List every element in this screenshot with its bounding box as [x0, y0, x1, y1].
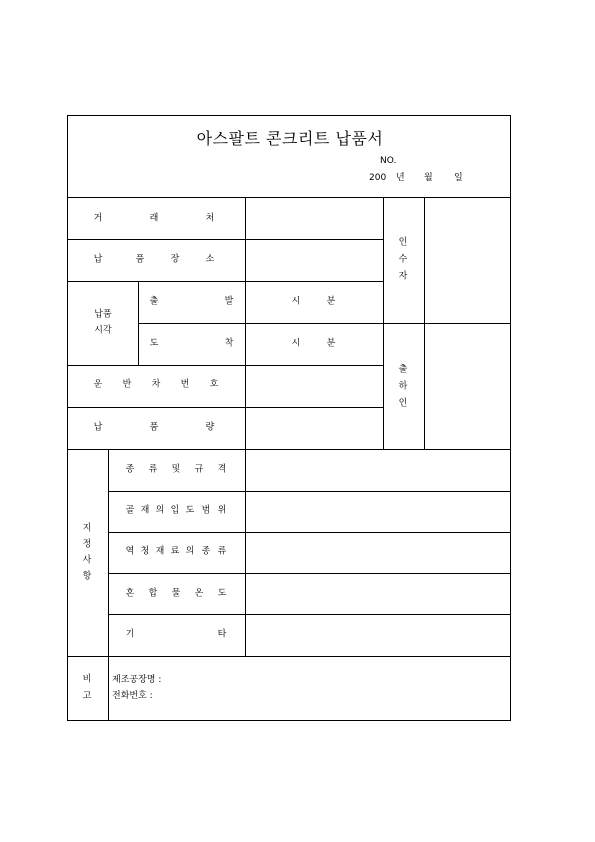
frame-right — [510, 115, 511, 721]
vehicle-number-input[interactable] — [246, 366, 382, 407]
label-char: 류 — [148, 464, 158, 475]
label-char: 납 — [93, 254, 103, 265]
label-char: 및 — [171, 464, 181, 475]
label-char: 합 — [148, 588, 158, 599]
label-char: 도 — [217, 588, 227, 599]
label-char: 물 — [171, 588, 181, 599]
label-char: 의 — [155, 505, 165, 516]
spec-bitumen-type-input[interactable] — [246, 533, 510, 573]
label-text: 시각 — [94, 325, 112, 336]
label-char: 호 — [209, 379, 219, 390]
label-char: 위 — [217, 505, 227, 516]
delivery-quantity-input[interactable] — [246, 408, 382, 449]
label-char: 량 — [205, 422, 215, 433]
label-char: 출 — [149, 296, 159, 307]
label-char: 종 — [125, 464, 135, 475]
label-char: 정 — [82, 539, 92, 550]
label-char: 품 — [149, 422, 159, 433]
frame-top — [67, 115, 511, 116]
label-char: 격 — [217, 464, 227, 475]
label-char: 비 — [82, 674, 92, 685]
label-char: 납 — [93, 422, 103, 433]
label-char: 처 — [205, 213, 215, 224]
departure-time-input[interactable] — [246, 282, 382, 323]
label-char: 운 — [93, 379, 103, 390]
label-char: 자 — [398, 271, 408, 282]
label-char: 재 — [155, 546, 165, 557]
label-char: 차 — [151, 379, 161, 390]
label-char: 하 — [398, 381, 408, 392]
remarks-input[interactable] — [180, 660, 500, 710]
label-char: 발 — [224, 296, 234, 307]
label-char: 고 — [82, 691, 92, 702]
date-month-unit: 월 — [424, 173, 433, 183]
label-char: 범 — [201, 505, 211, 516]
label-char: 류 — [217, 546, 227, 557]
arrival-time-input[interactable] — [246, 324, 382, 365]
label-char: 지 — [82, 523, 92, 534]
spec-type-grade-input[interactable] — [246, 450, 510, 491]
spec-aggregate-range-input[interactable] — [246, 492, 510, 532]
label-text: 납품 — [94, 309, 112, 320]
label-char: 혼 — [125, 588, 135, 599]
label-char: 래 — [149, 213, 159, 224]
label-char: 장 — [170, 254, 180, 265]
frame-bottom — [67, 720, 511, 721]
label-char: 도 — [185, 505, 195, 516]
label-char: 품 — [135, 254, 145, 265]
label-char: 사 — [82, 555, 92, 566]
label-char: 역 — [125, 546, 135, 557]
label-char: 청 — [140, 546, 150, 557]
label-char: 인 — [398, 237, 408, 248]
hour-label: 시 — [291, 338, 301, 349]
minute-label: 분 — [326, 338, 336, 349]
delivery-place-input[interactable] — [246, 240, 382, 281]
date-year: 200 — [369, 173, 387, 183]
label-char: 골 — [125, 505, 135, 516]
label-char: 수 — [398, 254, 408, 265]
shipper-signature-field[interactable] — [425, 324, 510, 449]
label-char: 인 — [398, 398, 408, 409]
doc-number-label: NO. — [380, 156, 397, 166]
minute-label: 분 — [326, 296, 336, 307]
col-sign-left — [383, 197, 384, 450]
date-day-unit: 일 — [454, 173, 463, 183]
spec-other-input[interactable] — [246, 615, 510, 656]
label-char: 출 — [398, 364, 408, 375]
document-title: 아스팔트 콘크리트 납품서 — [196, 129, 384, 148]
label-char: 도 — [149, 338, 159, 349]
label-char: 소 — [205, 254, 215, 265]
remarks-divider — [67, 656, 511, 657]
label-char: 규 — [194, 464, 204, 475]
frame-left — [67, 115, 68, 721]
label-char: 온 — [194, 588, 204, 599]
spec-label-divider — [108, 449, 109, 656]
label-char: 반 — [122, 379, 132, 390]
label-char: 의 — [185, 546, 195, 557]
label-char: 종 — [201, 546, 211, 557]
receiver-signature-field[interactable] — [425, 198, 510, 323]
date-year-unit: 년 — [396, 173, 405, 183]
label-char: 재 — [140, 505, 150, 516]
phone-label: 전화번호 : — [112, 691, 153, 701]
label-char: 기 — [125, 629, 135, 640]
label-char: 착 — [224, 338, 234, 349]
client-input[interactable] — [246, 198, 382, 239]
col-time-divider — [138, 281, 139, 366]
label-char: 료 — [170, 546, 180, 557]
spec-mix-temperature-input[interactable] — [246, 574, 510, 614]
label-char: 거 — [93, 213, 103, 224]
label-char: 입 — [170, 505, 180, 516]
label-char: 항 — [82, 571, 92, 582]
label-char: 번 — [180, 379, 190, 390]
hour-label: 시 — [291, 296, 301, 307]
remarks-label-divider — [108, 656, 109, 721]
label-char: 타 — [217, 629, 227, 640]
plant-name-label: 제조공장명 : — [112, 675, 162, 685]
